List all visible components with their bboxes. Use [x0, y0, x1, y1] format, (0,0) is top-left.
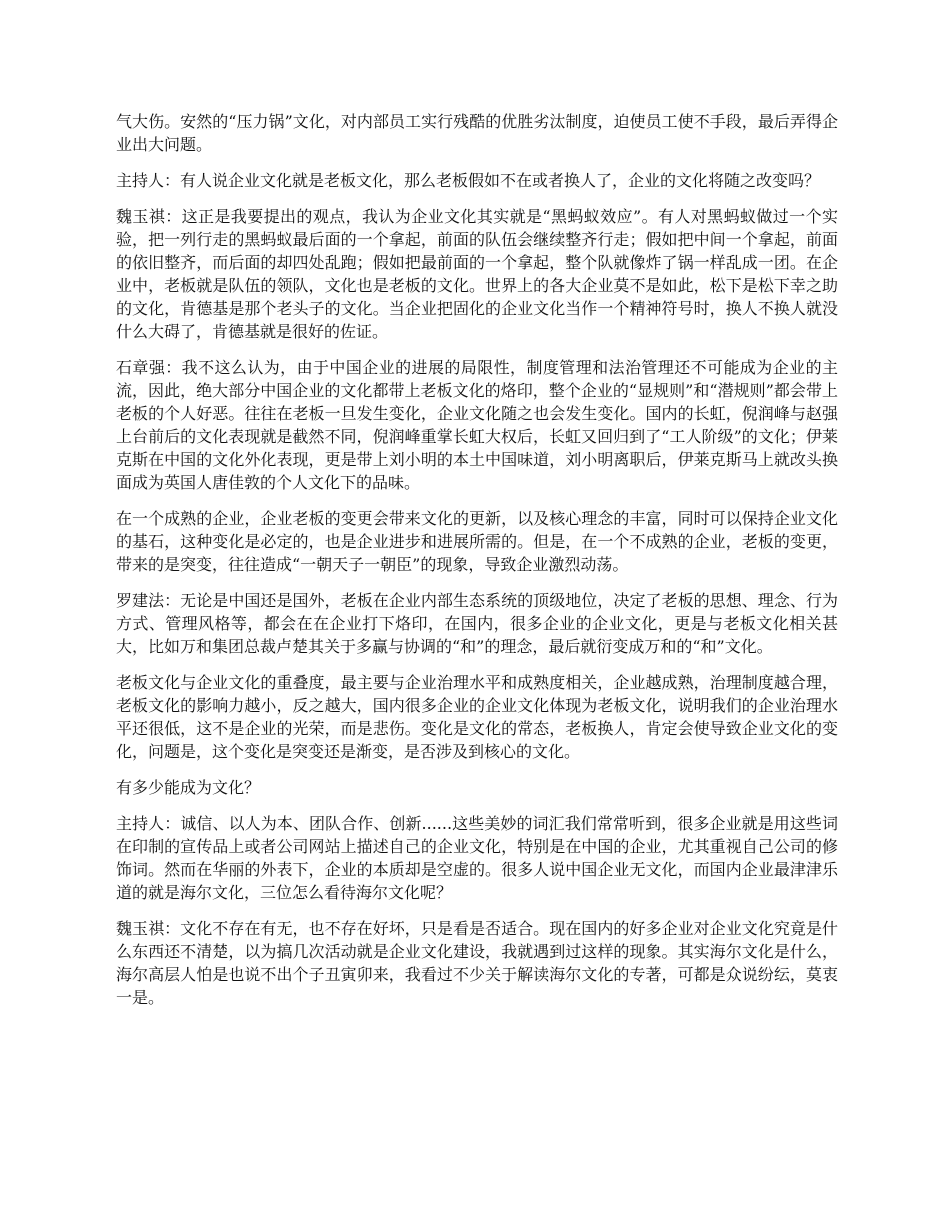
paragraph-mature-enterprise: 在一个成熟的企业，企业老板的变更会带来文化的更新，以及核心理念的丰富，同时可以保持企业文化的基石，这种变化是必定的，也是企业进步和进展所需的。但是，在一个不成熟的企业，老板的变更，带来的是突变，往往造成“一朝天子一朝臣”的现象，导致企业激烈动荡。 — [116, 509, 838, 574]
paragraph-wei-yuqi-2: 魏玉祺：文化不存在有无，也不存在好坏，只是看是否适合。现在国内的好多企业对企业文化究竟是什么东西还不清楚，以为搞几次活动就是企业文化建设，我就遇到过这样的现象。其实海尔文化是什么，海尔高层人怕是也说不出个子丑寅卯来，我看过不少关于解读海尔文化的专著，可都是众说纷纭，莫衷一是。 — [116, 919, 838, 1007]
section-heading: 有多少能成为文化？ — [116, 778, 261, 797]
paragraph-overlap: 老板文化与企业文化的重叠度，最主要与企业治理水平和成熟度相关，企业越成熟，治理制度越合理，老板文化的影响力越小，反之越大，国内很多企业的企业文化体现为老板文化，说明我们的企业治理水平还很低，这不是企业的光荣，而是悲伤。变化是文化的常态，老板换人，肯定会使导致企业文化的变化，问题是，这个变化是突变还是渐变，是否涉及到核心的文化。 — [116, 673, 838, 761]
document-body — [116, 110, 838, 1022]
paragraph-luo-jianfa: 罗建法：无论是中国还是国外，老板在企业内部生态系统的顶级地位，决定了老板的思想、理念、行为方式、管理风格等，都会在在企业打下烙印，在国内，很多企业的企业文化，更是与老板文化相关甚大，比如万和集团总裁卢楚其关于多赢与协调的“和”的理念，最后就衍变成万和的“和”文化。 — [116, 591, 838, 656]
paragraph-wei-yuqi-1: 魏玉祺：这正是我要提出的观点，我认为企业文化其实就是“黑蚂蚁效应”。有人对黑蚂蚁做过一个实验，把一列行走的黑蚂蚁最后面的一个拿起，前面的队伍会继续整齐行走；假如把中间一个拿起，前面的依旧整齐，而后面的却四处乱跑；假如把最前面的一个拿起，整个队就像炸了锅一样乱成一团。在企业中，老板就是队伍的领队，文化也是老板的文化。世界上的各大企业莫不是如此，松下是松下幸之助的文化，肯德基是那个老头子的文化。当企业把固化的企业文化当作一个精神符号时，换人不换人就没什么大碍了，肯德基就是很好的佐证。 — [116, 207, 838, 341]
paragraph-host-question-1: 主持人：有人说企业文化就是老板文化，那么老板假如不在或者换人了，企业的文化将随之改变吗？ — [116, 171, 821, 190]
paragraph-continuation: 气大伤。安然的“压力锅”文化，对内部员工实行残酷的优胜劣汰制度，迫使员工使不手段，最后弄得企业出大问题。 — [116, 112, 838, 154]
paragraph-host-question-2: 主持人：诚信、以人为本、团队合作、创新......这些美妙的词汇我们常常听到，很多企业就是用这些词在印制的宣传品上或者公司网站上描述自己的企业文化，特别是在中国的企业，尤其重视自己公司的修饰词。然而在华丽的外表下，企业的本质却是空虚的。很多人说中国企业无文化，而国内企业最津津乐道的就是海尔文化，三位怎么看待海尔文化呢？ — [116, 814, 838, 902]
paragraph-shi-zhangqiang: 石章强：我不这么认为，由于中国企业的进展的局限性，制度管理和法治管理还不可能成为企业的主流，因此，绝大部分中国企业的文化都带上老板文化的烙印，整个企业的“显规则”和“潜规则”都会带上老板的个人好恶。往往在老板一旦发生变化，企业文化随之也会发生变化。国内的长虹，倪润峰与赵强上台前后的文化表现就是截然不同，倪润峰重掌长虹大权后，长虹又回归到了“工人阶级”的文化；伊莱克斯在中国的文化外化表现，更是带上刘小明的本土中国味道，刘小明离职后，伊莱克斯马上就改头换面成为英国人唐佳敦的个人文化下的品味。 — [116, 358, 838, 492]
